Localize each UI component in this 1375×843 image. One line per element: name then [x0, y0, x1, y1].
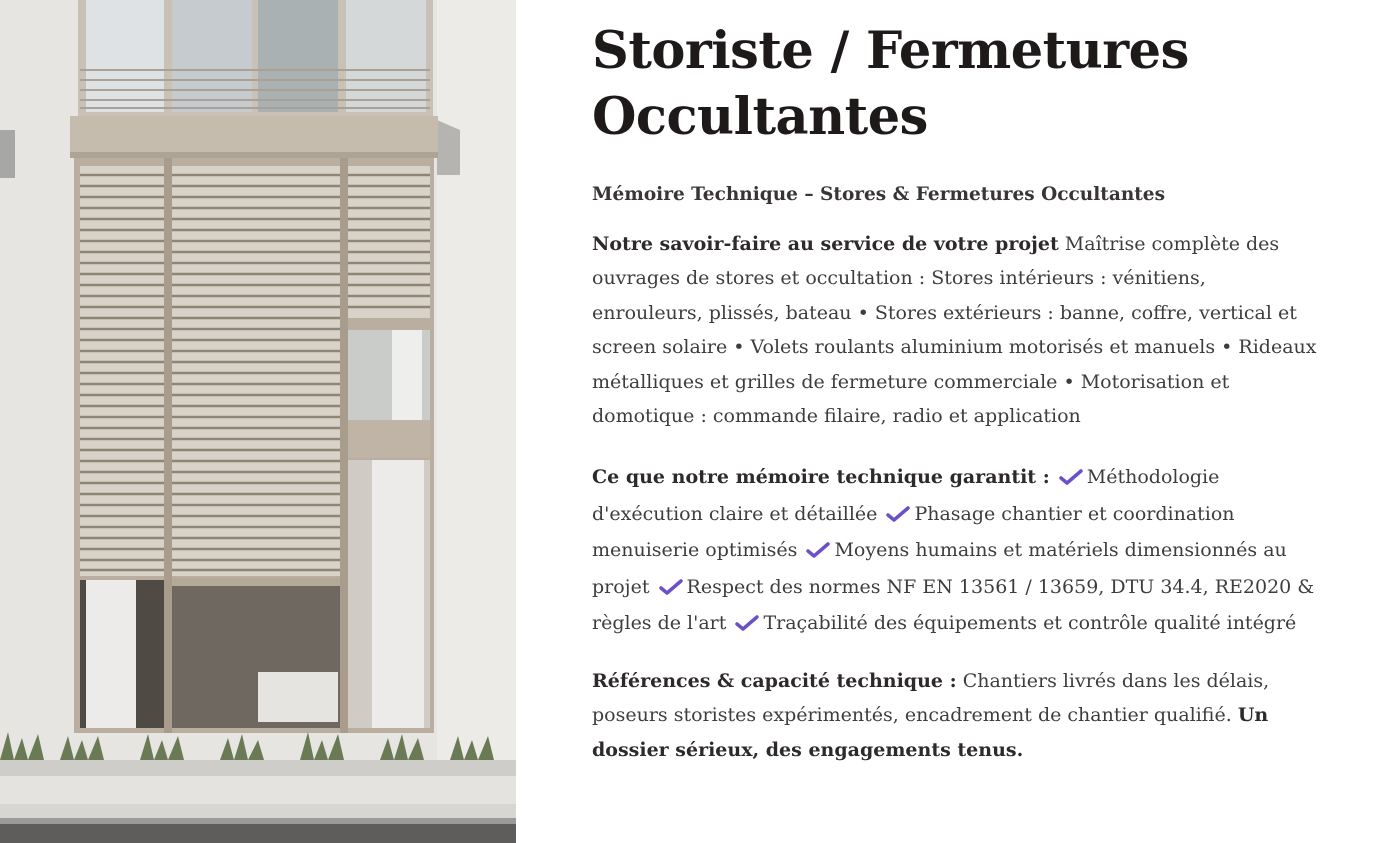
savoir-faire-text: Maîtrise complète des ouvrages de stores et occultation : Stores intérieurs : vénitiens, enrouleurs, plissés, bateau • Stores extérieurs : banne, coffre, vertical et screen solaire • Volets roulants aluminium motorisés et manuels • Rideaux métalliques et grilles de fermeture commerciale • Motorisation et domotique : commande filaire, radio et application — [592, 233, 1317, 428]
check-icon — [659, 572, 683, 590]
main-content — [592, 18, 1322, 767]
facade-illustration — [0, 0, 516, 843]
check-icon — [1059, 462, 1083, 480]
garantie-item: Traçabilité des équipements et contrôle qualité intégré — [763, 612, 1297, 635]
garanties-paragraph — [592, 459, 1322, 642]
garantie-item: Respect des normes NF EN 13561 / 13659, DTU 34.4, RE2020 & règles de l'art — [592, 575, 1315, 635]
check-icon — [735, 608, 759, 626]
references-text: Chantiers livrés dans les délais, poseurs storistes expérimentés, encadrement de chantier qualifié. — [592, 669, 1270, 727]
check-icon — [806, 535, 830, 553]
references-paragraph — [592, 664, 1322, 767]
savoir-faire-heading: Notre savoir-faire au service de votre projet — [592, 233, 1059, 255]
document-subtitle: Mémoire Technique – Stores & Fermetures Occultantes — [592, 184, 1165, 205]
garantie-item: Phasage chantier et coordination menuiserie optimisés — [592, 502, 1235, 562]
garanties-heading: Ce que notre mémoire technique garantit : — [592, 466, 1050, 489]
references-heading: Références & capacité technique : — [592, 669, 957, 692]
savoir-faire-paragraph — [592, 227, 1322, 433]
building-facade-image — [0, 0, 516, 843]
page-title: Storiste / Fermetures Occultantes — [592, 21, 1189, 147]
references-closing: Un dossier sérieux, des engagements tenus. — [592, 704, 1269, 761]
check-icon — [886, 499, 910, 517]
garantie-item: Moyens humains et matériels dimensionnés au projet — [592, 539, 1287, 598]
garantie-item: Méthodologie d'exécution claire et détaillée — [592, 466, 1220, 525]
